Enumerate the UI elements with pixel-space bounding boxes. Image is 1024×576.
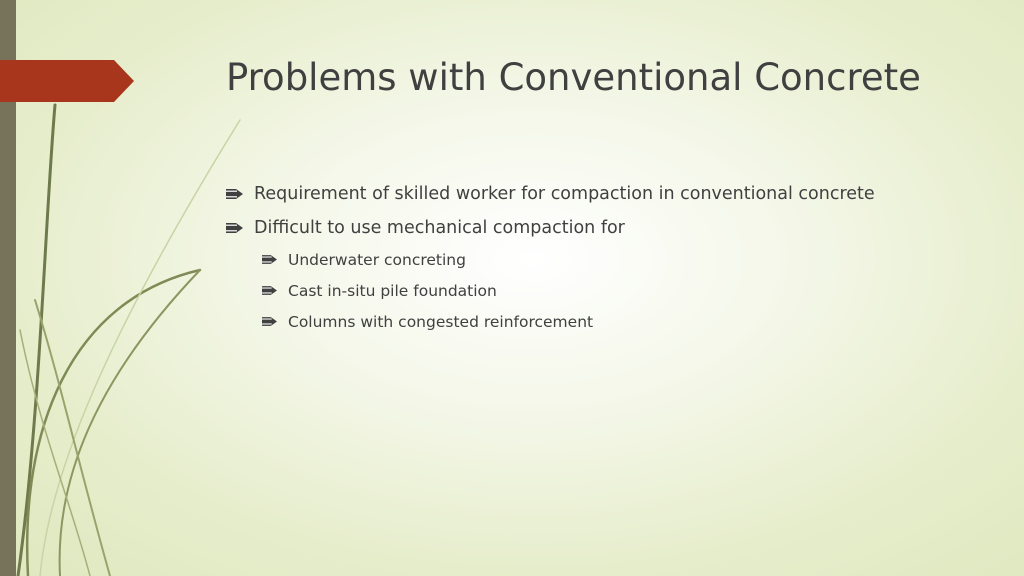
title-accent-marker [0,60,134,102]
sub-bullet-text: Columns with congested reinforcement [288,313,594,331]
bullet-text: Difficult to use mechanical compaction for [254,218,625,238]
arrow-bullet-icon [262,286,277,295]
arrow-bullet-icon [262,255,277,264]
sub-bullet-item [262,310,875,341]
bullet-text: Requirement of skilled worker for compaction in conventional concrete [254,184,875,204]
slide-title: Problems with Conventional Concrete [226,56,921,99]
sub-bullet-text: Cast in-situ pile foundation [288,282,497,300]
bullet-item [226,214,875,248]
arrow-bullet-icon [262,317,277,326]
bullet-item [226,180,875,214]
arrow-bullet-icon [226,189,243,199]
arrow-bullet-icon [226,223,243,233]
bullet-list [226,180,875,341]
sub-bullet-item [262,279,875,310]
sub-bullet-text: Underwater concreting [288,251,466,269]
sub-bullet-item [262,248,875,279]
